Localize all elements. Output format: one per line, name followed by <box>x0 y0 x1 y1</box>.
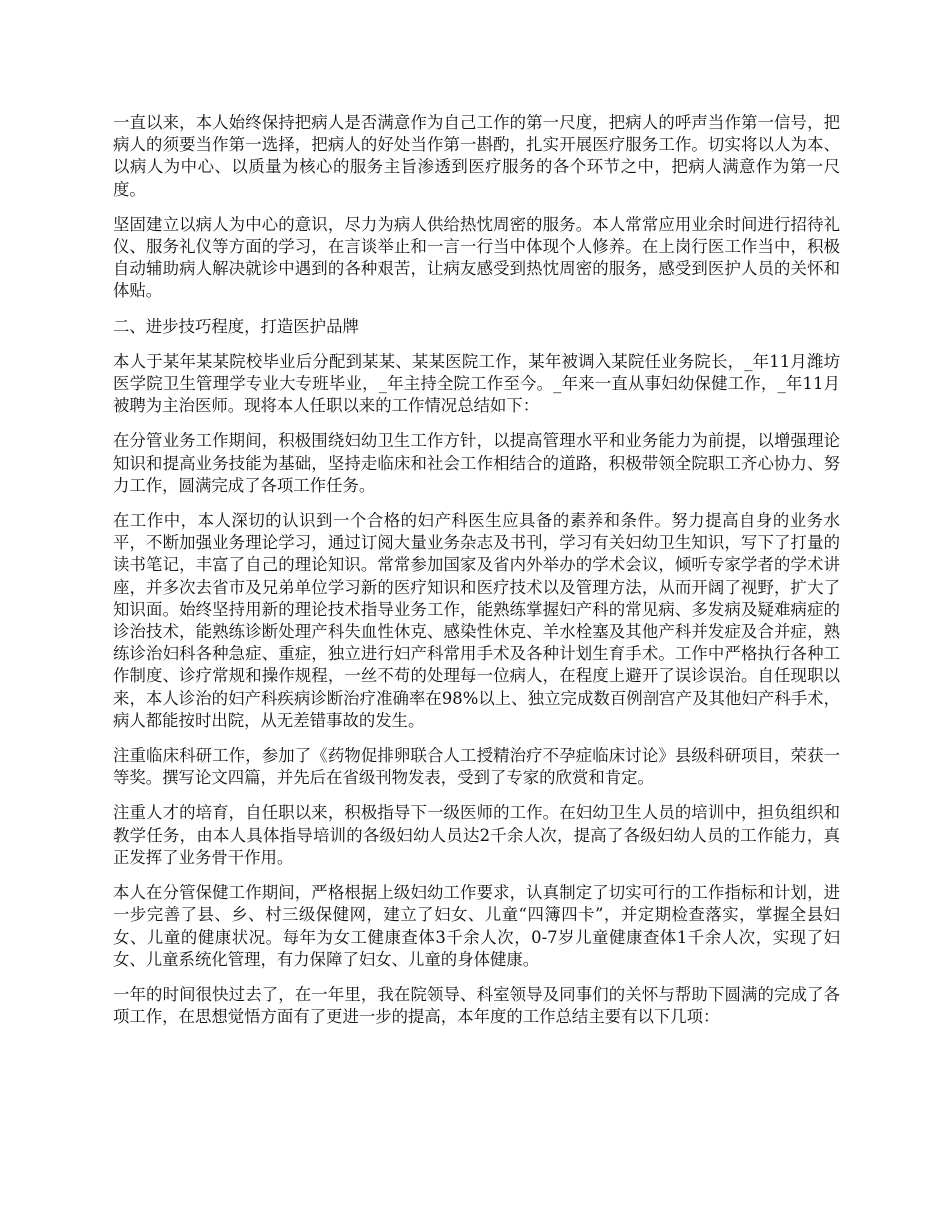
paragraph-4: 在分管业务工作期间，积极围绕妇幼卫生工作方针，以提高管理水平和业务能力为前提，以增强理论知识和提高业务技能为基础，坚持走临床和社会工作相结合的道路，积极带领全院职工齐心协力、努力工作，圆满完成了各项工作任务。 <box>113 431 840 495</box>
paragraph-6: 注重临床科研工作，参加了《药物促排卵联合人工授精治疗不孕症临床讨论》县级科研项目，荣获一等奖。撰写论文四篇，并先后在省级刊物发表，受到了专家的欣赏和肯定。 <box>113 746 840 788</box>
paragraph-7: 注重人才的培育，自任职以来，积极指导下一级医师的工作。在妇幼卫生人员的培训中，担负组织和教学任务，由本人具体指导培训的各级妇幼人员达2千余人次，提高了各级妇幼人员的工作能力，真正发挥了业务骨干作用。 <box>113 803 840 867</box>
paragraph-3: 本人于某年某某院校毕业后分配到某某、某某医院工作，某年被调入某院任业务院长，_年11月潍坊医学院卫生管理学专业大专班毕业，_年主持全院工作至今。_年来一直从事妇幼保健工作，_年11月被聘为主治医师。现将本人任职以来的工作情况总结如下： <box>113 351 840 416</box>
paragraph-2: 坚固建立以病人为中心的意识，尽力为病人供给热忱周密的服务。本人常常应用业余时间进行招待礼仪、服务礼仪等方面的学习，在言谈举止和一言一行当中体现个人修养。在上岗行医工作当中，积极自动辅助病人解决就诊中遇到的各种艰苦，让病友感受到热忱周密的服务，感受到医护人员的关怀和体贴。 <box>113 214 840 301</box>
paragraph-8: 本人在分管保健工作期间，严格根据上级妇幼工作要求，认真制定了切实可行的工作指标和计划，进一步完善了县、乡、村三级保健网，建立了妇女、儿童“四簿四卡”，并定期检查落实，掌握全县妇女、儿童的健康状况。每年为女工健康查体3千余人次，0-7岁儿童健康查体1千余人次，实现了妇女、儿童系统化管理，有力保障了妇女、儿童的身体健康。 <box>113 883 840 969</box>
section-heading: 二、进步技巧程度，打造医护品牌 <box>113 316 359 336</box>
paragraph-5: 在工作中，本人深切的认识到一个合格的妇产科医生应具备的素养和条件。努力提高自身的业务水平，不断加强业务理论学习，通过订阅大量业务杂志及书刊，学习有关妇幼卫生知识，写下了打量的读书笔记，丰富了自己的理论知识。常常参加国家及省内外举办的学术会议，倾听专家学者的学术讲座，并多次去省市及兄弟单位学习新的医疗知识和医疗技术以及管理方法，从而开阔了视野，扩大了知识面。始终坚持用新的理论技术指导业务工作，能熟练掌握妇产科的常见病、多发病及疑难病症的诊治技术，能熟练诊断处理产科失血性休克、感染性休克、羊水栓塞及其他产科并发症及合并症，熟练诊治妇科各种急症、重症，独立进行妇产科常用手术及各种计划生育手术。工作中严格执行各种工作制度、诊疗常规和操作规程，一丝不苟的处理每一位病人，在程度上避开了误诊误治。自任现职以来，本人诊治的妇产科疾病诊断治疗准确率在98%以上、独立完成数百例剖宫产及其他妇产科手术，病人都能按时出院，从无差错事故的发生。 <box>113 511 840 730</box>
document-page <box>113 112 840 1041</box>
paragraph-1: 一直以来，本人始终保持把病人是否满意作为自己工作的第一尺度，把病人的呼声当作第一信号，把病人的须要当作第一选择，把病人的好处当作第一斟酌，扎实开展医疗服务工作。切实将以人为本、以病人为中心、以质量为核心的服务主旨渗透到医疗服务的各个环节之中，把病人满意作为第一尺度。 <box>113 113 840 199</box>
paragraph-9: 一年的时间很快过去了，在一年里，我在院领导、科室领导及同事们的关怀与帮助下圆满的完成了各项工作，在思想觉悟方面有了更进一步的提高，本年度的工作总结主要有以下几项： <box>113 984 840 1027</box>
